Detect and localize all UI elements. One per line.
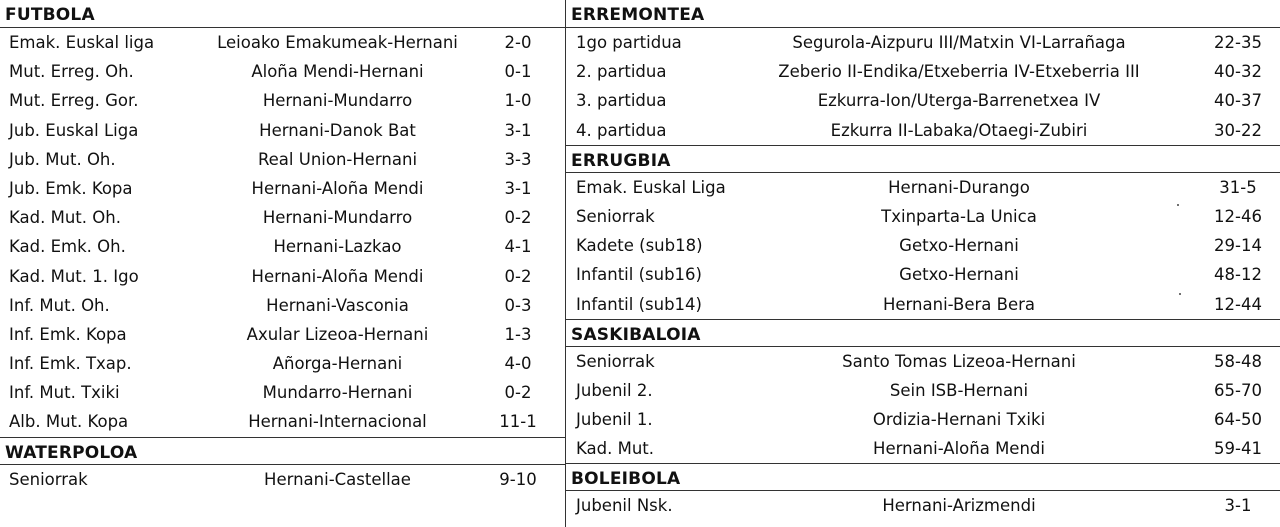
match-cell: Hernani-Lazkao <box>273 237 402 257</box>
match-cell: Hernani-Castellae <box>264 469 411 489</box>
score-cell: 0-2 <box>504 208 532 228</box>
match-cell: Hernani-Danok Bat <box>259 120 416 140</box>
match-cell: Añorga-Hernani <box>272 354 403 374</box>
result-row <box>566 231 1280 260</box>
category-cell: Infantil (sub14) <box>576 294 702 314</box>
match-cell: Segurola-Aizpuru III/Matxin VI-Larrañaga <box>792 33 1126 52</box>
category-cell: Kad. Mut. Oh. <box>9 208 121 228</box>
category-cell: Seniorrak <box>576 206 655 226</box>
result-row <box>566 290 1280 319</box>
score-cell: 58-48 <box>1214 351 1262 371</box>
score-cell: 12-46 <box>1214 206 1262 226</box>
match-cell: Zeberio II-Endika/Etxeberria IV-Etxeberria III <box>778 62 1140 82</box>
result-row <box>0 291 565 320</box>
match-cell: Ezkurra-Ion/Uterga-Barrenetxea IV <box>817 91 1101 111</box>
score-cell: 3-1 <box>1224 496 1252 516</box>
category-cell: Jub. Mut. Oh. <box>9 149 116 169</box>
score-cell: 3-1 <box>504 120 532 140</box>
section-saskibaloia <box>566 319 1280 464</box>
score-cell: 0-1 <box>504 62 532 82</box>
result-row <box>0 57 565 86</box>
score-cell: 4-0 <box>504 354 532 374</box>
match-cell: Hernani-Bera Bera <box>882 294 1035 314</box>
score-cell: 40-37 <box>1214 91 1262 111</box>
result-row <box>0 145 565 174</box>
category-cell: Inf. Mut. Oh. <box>9 295 110 315</box>
category-cell: Emak. Euskal liga <box>9 33 155 52</box>
match-cell: Santo Tomas Lizeoa-Hernani <box>842 351 1076 371</box>
left-column <box>0 0 565 527</box>
match-cell: Hernani-Vasconia <box>266 295 409 315</box>
result-row <box>566 116 1280 145</box>
result-row <box>566 347 1280 376</box>
result-row <box>566 405 1280 434</box>
result-row <box>0 174 565 203</box>
score-cell: 4-1 <box>504 237 532 257</box>
result-row <box>566 376 1280 405</box>
category-cell: Emak. Euskal Liga <box>576 177 726 197</box>
section-boleibola <box>566 463 1280 520</box>
match-cell: Hernani-Internacional <box>248 412 427 432</box>
score-cell: 3-1 <box>504 178 532 198</box>
scan-speck <box>1179 293 1181 295</box>
match-cell: Hernani-Durango <box>888 177 1030 197</box>
match-cell: Ezkurra II-Labaka/Otaegi-Zubiri <box>830 120 1088 140</box>
result-row <box>566 202 1280 231</box>
match-cell: Sein ISB-Hernani <box>889 380 1029 400</box>
score-cell: 9-10 <box>499 469 537 489</box>
match-cell: Hernani-Aloña Mendi <box>873 439 1045 459</box>
category-cell: Seniorrak <box>576 351 655 371</box>
result-row <box>0 203 565 232</box>
score-cell: 59-41 <box>1214 439 1262 459</box>
score-cell: 30-22 <box>1214 120 1262 140</box>
scan-speck <box>1177 204 1179 206</box>
score-cell: 29-14 <box>1214 236 1262 256</box>
score-cell: 2-0 <box>504 33 532 52</box>
result-row <box>566 434 1280 463</box>
category-cell: Mut. Erreg. Gor. <box>9 91 139 111</box>
score-cell: 31-5 <box>1219 177 1257 197</box>
match-cell: Getxo-Hernani <box>899 265 1019 285</box>
category-cell: Alb. Mut. Kopa <box>9 412 129 432</box>
match-cell: Real Union-Hernani <box>257 149 418 169</box>
result-row <box>0 232 565 261</box>
score-cell: 1-0 <box>504 91 532 111</box>
category-cell: 3. partidua <box>576 91 667 111</box>
right-column <box>565 0 1280 527</box>
category-cell: Infantil (sub16) <box>576 265 702 285</box>
result-row <box>0 116 565 145</box>
score-cell: 0-3 <box>504 295 532 315</box>
score-cell: 3-3 <box>504 149 532 169</box>
category-cell: Kad. Mut. <box>576 439 655 459</box>
match-cell: Axular Lizeoa-Hernani <box>246 324 429 344</box>
match-cell: Hernani-Aloña Mendi <box>251 266 424 286</box>
score-cell: 0-2 <box>504 266 532 286</box>
result-row <box>0 349 565 378</box>
match-cell: Leioako Emakumeak-Hernani <box>217 33 458 52</box>
category-cell: Jubenil 2. <box>576 380 653 400</box>
match-cell: Ordizia-Hernani Txiki <box>872 410 1046 430</box>
result-row <box>566 491 1280 520</box>
category-cell: Kad. Mut. 1. Igo <box>9 266 139 286</box>
category-cell: 1go partidua <box>576 33 682 52</box>
section-title: SASKIBALOIA <box>566 319 1280 347</box>
match-cell: Hernani-Mundarro <box>262 208 413 228</box>
score-cell: 1-3 <box>504 324 532 344</box>
score-cell: 40-32 <box>1214 62 1262 82</box>
category-cell: Inf. Emk. Txap. <box>9 354 132 374</box>
result-row <box>0 465 565 494</box>
section-erremontea <box>566 0 1280 145</box>
category-cell: Kad. Emk. Oh. <box>9 237 126 257</box>
category-cell: Mut. Erreg. Oh. <box>9 62 134 82</box>
result-row <box>566 86 1280 115</box>
score-cell: 11-1 <box>499 412 537 432</box>
category-cell: Jubenil 1. <box>576 410 653 430</box>
score-cell: 64-50 <box>1214 410 1262 430</box>
category-cell: Inf. Mut. Txiki <box>9 383 120 403</box>
match-cell: Hernani-Arizmendi <box>882 496 1036 516</box>
section-waterpoloa <box>0 437 565 494</box>
match-cell: Txinparta-La Unica <box>881 206 1037 226</box>
match-cell: Getxo-Hernani <box>899 236 1019 256</box>
section-errugbia <box>566 145 1280 319</box>
category-cell: Jub. Euskal Liga <box>9 120 139 140</box>
result-row <box>0 28 565 57</box>
result-row <box>0 407 565 436</box>
match-cell: Hernani-Mundarro <box>262 91 413 111</box>
section-title: FUTBOLA <box>0 0 565 28</box>
result-row <box>0 86 565 115</box>
category-cell: Seniorrak <box>9 469 88 489</box>
result-row <box>0 262 565 291</box>
match-cell: Hernani-Aloña Mendi <box>251 178 424 198</box>
category-cell: 4. partidua <box>576 120 667 140</box>
category-cell: Jubenil Nsk. <box>576 496 673 516</box>
match-cell: Aloña Mendi-Hernani <box>251 62 424 82</box>
score-cell: 22-35 <box>1214 33 1262 52</box>
section-title: ERREMONTEA <box>566 0 1280 28</box>
score-cell: 12-44 <box>1214 294 1262 314</box>
match-cell: Mundarro-Hernani <box>262 383 413 403</box>
score-cell: 0-2 <box>504 383 532 403</box>
section-futbola <box>0 0 565 437</box>
score-cell: 48-12 <box>1214 265 1262 285</box>
result-row <box>566 57 1280 86</box>
category-cell: Inf. Emk. Kopa <box>9 324 127 344</box>
result-row <box>566 173 1280 202</box>
result-row <box>0 378 565 407</box>
result-row <box>566 260 1280 289</box>
result-row <box>566 28 1280 57</box>
section-title: WATERPOLOA <box>0 437 565 465</box>
category-cell: 2. partidua <box>576 62 667 82</box>
section-title: BOLEIBOLA <box>566 463 1280 491</box>
category-cell: Jub. Emk. Kopa <box>9 178 133 198</box>
category-cell: Kadete (sub18) <box>576 236 703 256</box>
section-title: ERRUGBIA <box>566 145 1280 173</box>
result-row <box>0 320 565 349</box>
score-cell: 65-70 <box>1214 380 1262 400</box>
